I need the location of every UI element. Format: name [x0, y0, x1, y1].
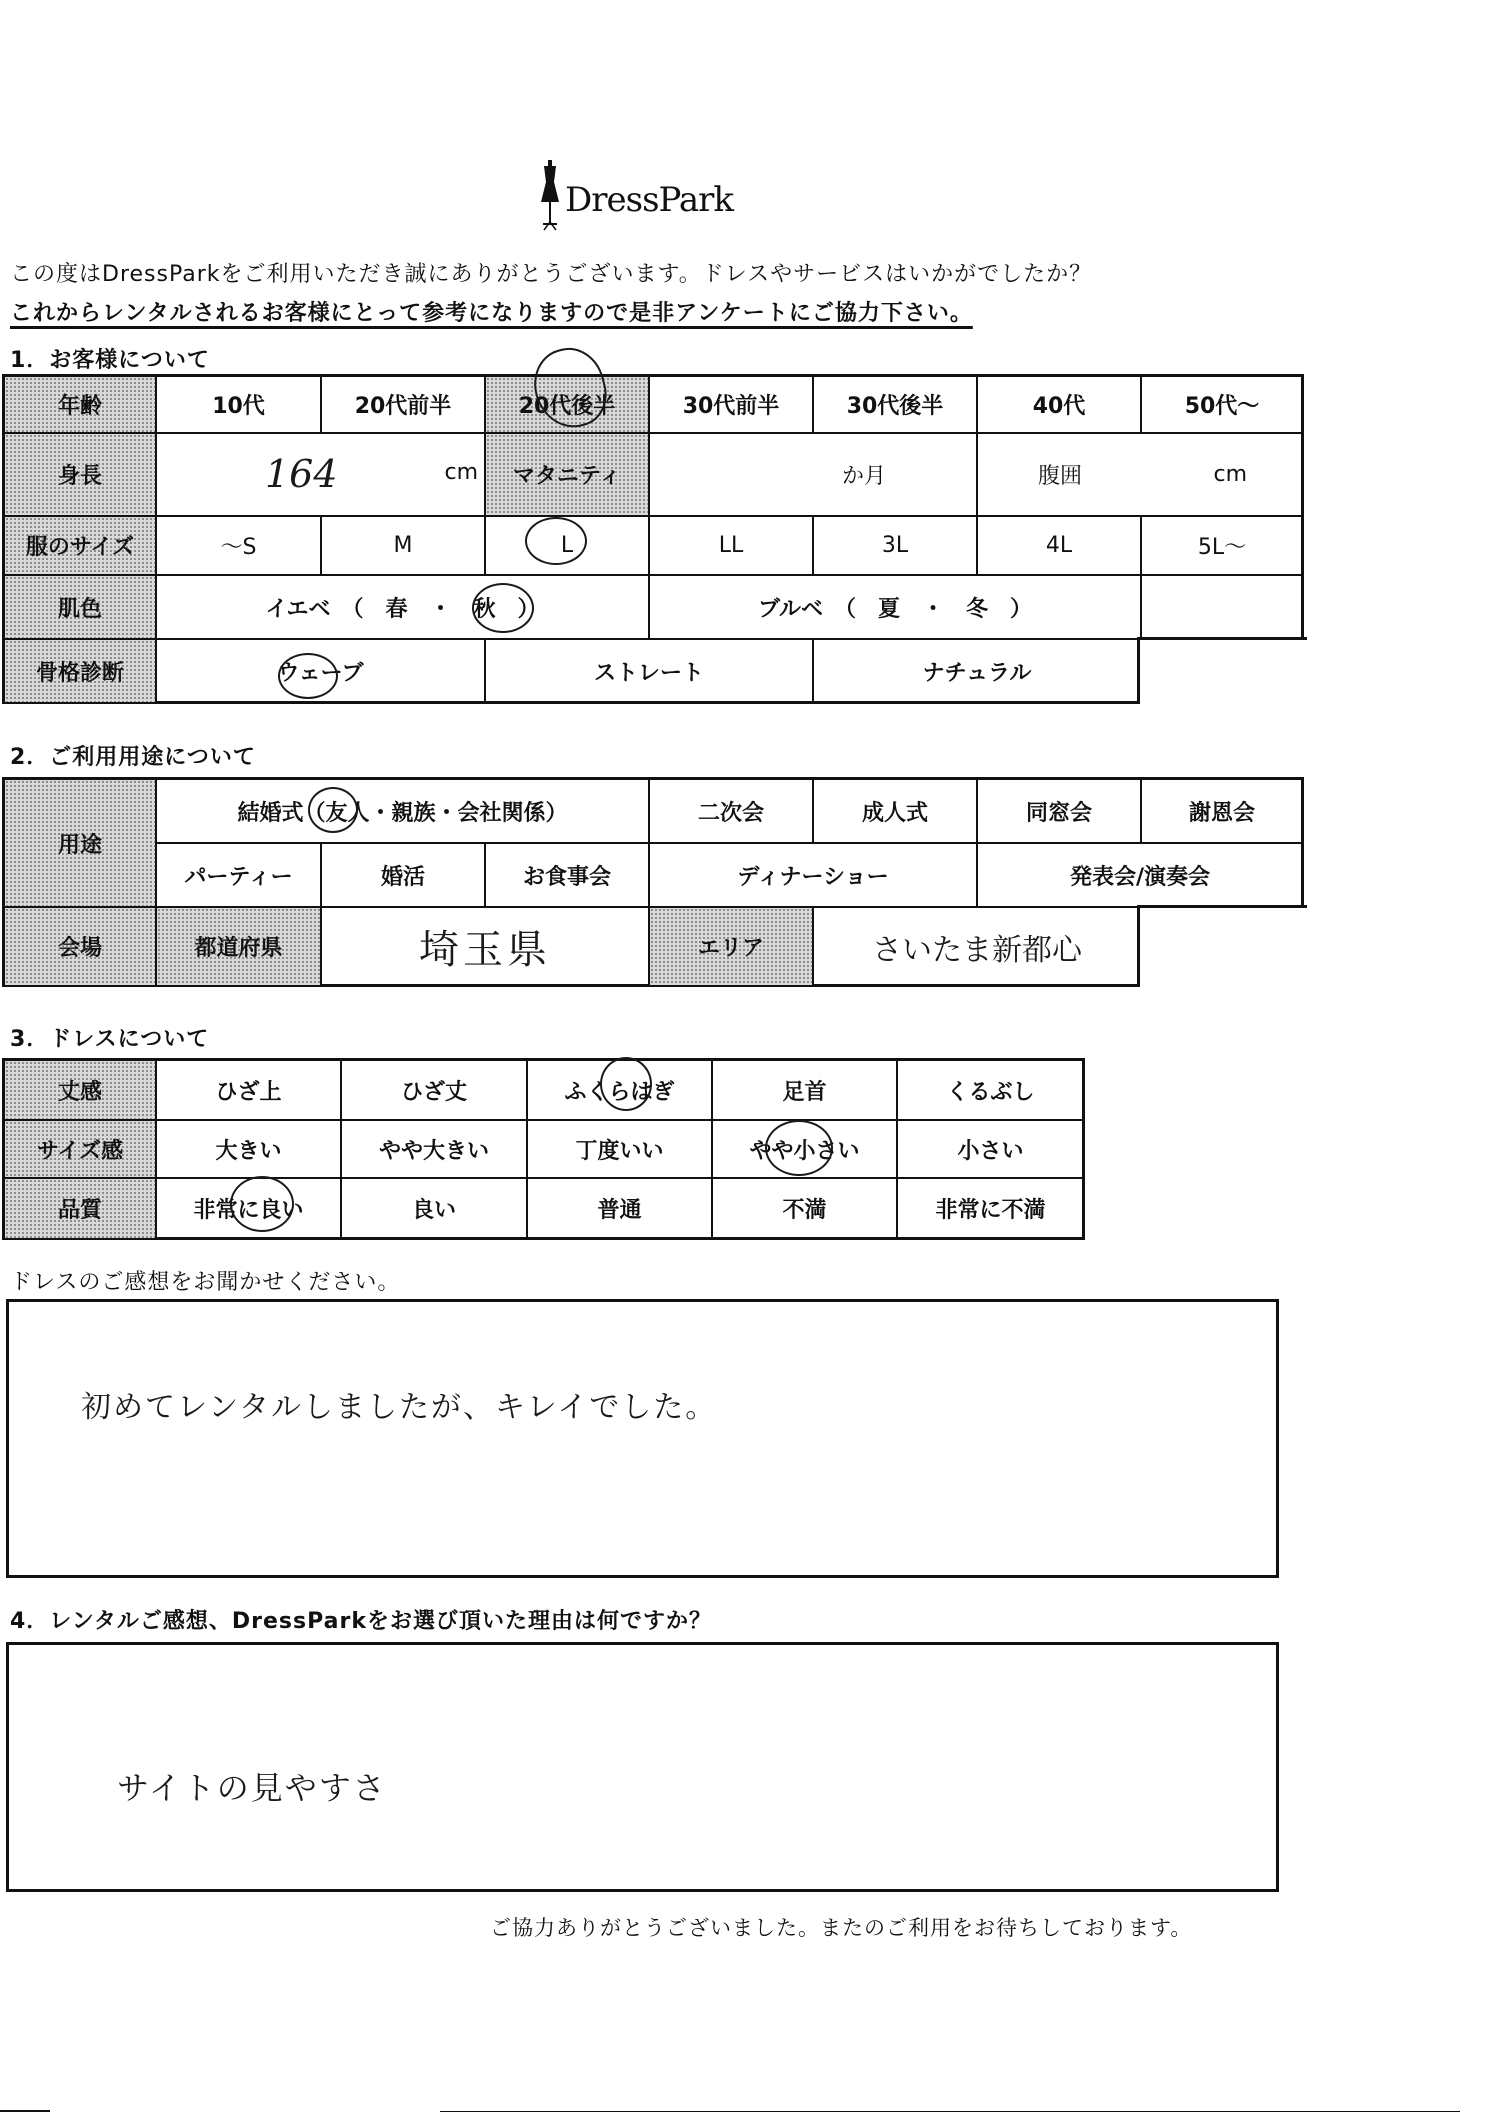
quality-option[interactable]: 良い [342, 1179, 528, 1238]
dress-table [2, 1058, 1085, 1240]
purpose-option[interactable]: 成人式 [814, 780, 978, 844]
purpose-option[interactable]: 謝恩会 [1142, 780, 1302, 844]
size-option[interactable]: 5L〜 [1142, 517, 1302, 576]
pref-label: 都道府県 [157, 908, 322, 985]
age-option[interactable]: 30代後半 [814, 377, 978, 434]
length-option[interactable]: ひざ上 [157, 1061, 342, 1121]
customer-table [2, 374, 1304, 704]
purpose-wedding[interactable]: 結婚式（友人・親族・会社関係） [157, 780, 650, 844]
scan-mark [0, 2110, 50, 2112]
reason-box[interactable] [6, 1642, 1279, 1892]
frame-option[interactable]: ナチュラル [814, 640, 1142, 702]
age-option[interactable]: 30代前半 [650, 377, 814, 434]
impressions-box[interactable] [6, 1299, 1279, 1578]
pref-field[interactable] [322, 908, 650, 985]
waist-field[interactable] [978, 434, 1302, 517]
frame-selection-mark [278, 653, 338, 699]
fit-option[interactable]: 丁度いい [528, 1121, 713, 1179]
age-option[interactable]: 40代 [978, 377, 1142, 434]
purpose-option[interactable]: 婚活 [322, 844, 486, 908]
thanks-message: ご協力ありがとうございました。またのご利用をお待ちしております。 [490, 1916, 1193, 1940]
purpose-selection-mark [308, 787, 358, 833]
age-option[interactable]: 50代〜 [1142, 377, 1302, 434]
fit-option[interactable]: 小さい [898, 1121, 1083, 1179]
size-option[interactable]: M [322, 517, 486, 576]
scan-mark [440, 2111, 1460, 2112]
table-edge [1137, 905, 1140, 987]
frame-label: 骨格診断 [5, 640, 157, 702]
length-selection-mark [600, 1057, 652, 1111]
quality-label: 品質 [5, 1179, 157, 1238]
size-option[interactable]: 〜S [157, 517, 322, 576]
intro-line-1: この度はDressParkをご利用いただき誠にありがとうございます。ドレスやサービスはいかがでしたか？ [10, 262, 1093, 287]
frame-option-selected[interactable]: ウェーブ [157, 640, 486, 702]
length-option[interactable]: ひざ丈 [342, 1061, 528, 1121]
size-selection-mark [525, 517, 587, 565]
purpose-option[interactable]: ディナーショー [650, 844, 978, 908]
height-value: 164 [265, 452, 338, 496]
skin-blue[interactable]: ブルベ （ 夏 ・ 冬 ） [650, 576, 1142, 640]
impressions-answer: 初めてレンタルしましたが、キレイでした。 [81, 1390, 718, 1425]
dress-form-icon [535, 158, 565, 238]
section3-title: 3．ドレスについて [10, 1027, 210, 1052]
age-option[interactable]: 10代 [157, 377, 322, 434]
quality-option[interactable]: 普通 [528, 1179, 713, 1238]
skin-label: 肌色 [5, 576, 157, 640]
age-label: 年齢 [5, 377, 157, 434]
fit-option-selected[interactable]: やや小さい [713, 1121, 898, 1179]
table-edge [1137, 637, 1140, 704]
size-option[interactable]: 3L [814, 517, 978, 576]
size-label: 服のサイズ [5, 517, 157, 576]
impressions-title: ドレスのご感想をお聞かせください。 [10, 1270, 401, 1295]
quality-option[interactable]: 不満 [713, 1179, 898, 1238]
purpose-label: 用途 [5, 780, 157, 908]
area-field[interactable] [814, 908, 1142, 985]
brand-name: DressPark [565, 180, 734, 220]
pref-value: 埼玉県 [419, 927, 551, 973]
maternity-months[interactable]: か月 [650, 434, 978, 517]
frame-option[interactable]: ストレート [486, 640, 814, 702]
height-label: 身長 [5, 434, 157, 517]
purpose-option[interactable]: パーティー [157, 844, 322, 908]
section1-title: 1．お客様について [10, 348, 210, 373]
length-option-selected[interactable]: ふくらはぎ [528, 1061, 713, 1121]
area-label: エリア [650, 908, 814, 985]
reason-answer: サイトの見やすさ [117, 1769, 387, 1807]
length-option[interactable]: くるぶし [898, 1061, 1083, 1121]
skin-selection-mark [472, 583, 534, 633]
waist-unit: cm [1213, 462, 1247, 487]
quality-option-selected[interactable]: 非常に良い [157, 1179, 342, 1238]
table-edge [1137, 637, 1307, 640]
age-option[interactable]: 20代前半 [322, 377, 486, 434]
age-option-selected[interactable]: 20代後半 [486, 377, 650, 434]
length-option[interactable]: 足首 [713, 1061, 898, 1121]
maternity-label: マタニティ [486, 434, 650, 517]
fit-option[interactable]: 大きい [157, 1121, 342, 1179]
dresspark-logo [535, 158, 775, 238]
quality-selection-mark [230, 1176, 294, 1232]
table-edge [1137, 905, 1307, 908]
fit-label: サイズ感 [5, 1121, 157, 1179]
waist-label: 腹囲 [1038, 464, 1083, 489]
height-unit: cm [444, 460, 478, 485]
table-cutout [1139, 907, 1309, 991]
area-value: さいたま新都心 [872, 932, 1082, 968]
fit-option[interactable]: やや大きい [342, 1121, 528, 1179]
size-option[interactable]: 4L [978, 517, 1142, 576]
size-option[interactable]: LL [650, 517, 814, 576]
intro-line-2: これからレンタルされるお客様にとって参考になりますので是非アンケートにご協力下さい。 [10, 301, 973, 326]
purpose-option[interactable]: 同窓会 [978, 780, 1142, 844]
height-field[interactable] [157, 434, 486, 517]
purpose-option[interactable]: お食事会 [486, 844, 650, 908]
size-option-selected[interactable]: L [486, 517, 650, 576]
purpose-option[interactable]: 発表会/演奏会 [978, 844, 1302, 908]
section4-title: 4．レンタルご感想、DressParkをお選び頂いた理由は何ですか？ [10, 1609, 712, 1634]
usage-table [2, 777, 1304, 987]
table-cutout [1139, 639, 1309, 709]
skin-yellow[interactable]: イエベ （ 春 ・ 秋 ） [157, 576, 650, 640]
purpose-option[interactable]: 二次会 [650, 780, 814, 844]
length-label: 丈感 [5, 1061, 157, 1121]
skin-empty [1142, 576, 1302, 640]
venue-label: 会場 [5, 908, 157, 985]
section2-title: 2．ご利用用途について [10, 745, 256, 770]
fit-selection-mark [765, 1120, 833, 1176]
quality-option[interactable]: 非常に不満 [935, 1198, 1046, 1223]
